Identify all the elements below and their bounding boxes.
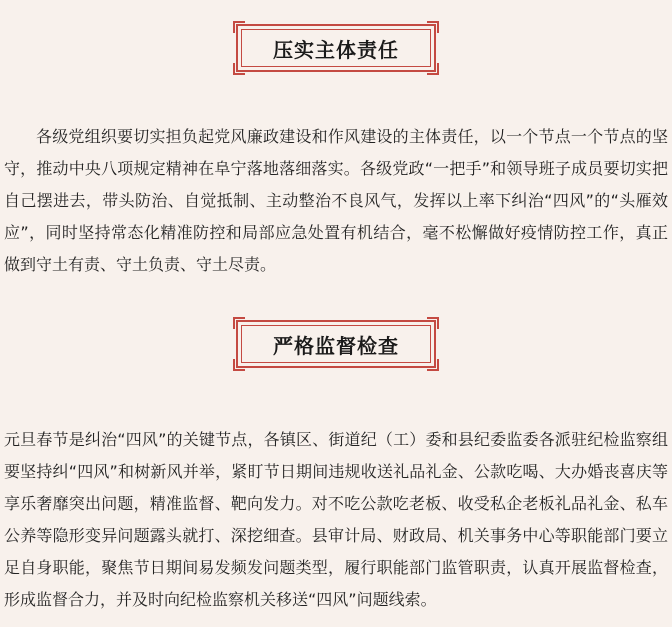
frame-corner-decoration [233, 63, 245, 75]
title-frame [236, 24, 436, 72]
frame-corner-decoration [233, 21, 245, 33]
frame-corner-decoration [233, 317, 245, 329]
frame-corner-decoration [427, 317, 439, 329]
frame-corner-decoration [427, 21, 439, 33]
section-heading: 压实主体责任 [273, 37, 399, 62]
section-title-2 [0, 320, 672, 368]
frame-corner-decoration [427, 63, 439, 75]
frame-corner-decoration [233, 359, 245, 371]
title-frame [236, 320, 436, 368]
section-heading: 严格监督检查 [273, 333, 399, 358]
section-paragraph: 各级党组织要切实担负起党风廉政建设和作风建设的主体责任，以一个节点一个节点的坚守，推动中央八项规定精神在阜宁落地落细落实。各级党政“一把手”和领导班子成员要切实把自己摆进去，带头防治、自觉抵制、主动整治不良风气，发挥以上率下纠治“四风”的“头雁效应”，同时坚持常态化精准防控和局部应急处置有机结合，毫不松懈做好疫情防控工作，真正做到守土有责、守土负责、守土尽责。 [4, 127, 668, 274]
frame-corner-decoration [427, 359, 439, 371]
section-paragraph: 元旦春节是纠治“四风”的关键节点，各镇区、街道纪（工）委和县纪委监委各派驻纪检监察组要坚持纠“四风”和树新风并举，紧盯节日期间违规收送礼品礼金、公款吃喝、大办婚丧喜庆等享乐奢靡突出问题，精准监督、靶向发力。对不吃公款吃老板、收受私企老板礼品礼金、私车公养等隐形变异问题露头就打、深挖细查。县审计局、财政局、机关事务中心等职能部门要立足自身职能，聚焦节日期间易发频发问题类型，履行职能部门监管职责，认真开展监督检查，形成监督合力，并及时向纪检监察机关移送“四风”问题线索。 [4, 430, 668, 609]
section-title-1 [0, 24, 672, 72]
